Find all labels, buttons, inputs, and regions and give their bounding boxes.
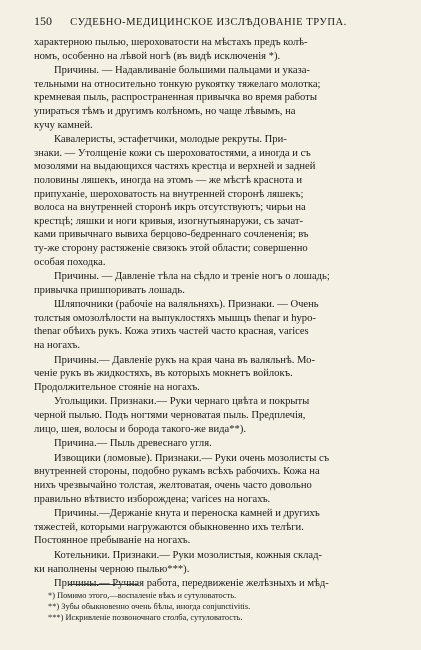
- text-line: thenar обѣихъ рукъ. Кожа этихъ частей часто красная, varices: [34, 326, 309, 338]
- footnote: ***) Искривленіе позвоночнаго столба, сутуловатость.: [48, 613, 243, 623]
- text-line: нихъ чрезвычайно толстая, желтоватая, очень часто довольно: [34, 480, 312, 491]
- text-line: Причины.— Давленіе рукъ на края чана въ валяльнѣ. Мо-: [54, 354, 315, 366]
- text-line: черной пылью. Подъ ногтями черноватая пыль. Предплечія,: [34, 410, 306, 422]
- text-line: знаки. — Утолщеніе кожи съ шероховатостями, а иногда и съ: [34, 147, 311, 159]
- text-line: упираться тѣмъ и другимъ колѣномъ, но чаще лѣвымъ, на: [34, 105, 296, 117]
- text-line: толстыя омозолѣлости на выпуклостяхъ мышцъ thenar и hypo-: [34, 312, 316, 324]
- text-line: припуханіе, шероховатость на внутренней сторонѣ ляшекъ;: [34, 188, 304, 200]
- text-line: Угольщики. Признаки.— Руки чернаго цвѣта и покрыты: [54, 396, 310, 408]
- text-line: кучу камней.: [34, 119, 93, 131]
- text-line: особая походка.: [34, 256, 106, 268]
- page-header: [34, 14, 387, 29]
- text-line: Извощики (ломовые). Признаки.— Руки очень мозолисты съ: [54, 452, 330, 464]
- text-line: Причины.—Держаніе кнута и переноска камней и другихъ: [54, 508, 320, 520]
- text-line: Причины. — Давленіе тѣла на сѣдло и треніе ногъ о лошадь;: [54, 271, 330, 283]
- body-text: [34, 36, 387, 591]
- footnote: *) Помимо этого,—воспаленіе вѣкъ и сутуловатость.: [48, 591, 237, 600]
- page-number: 150: [34, 14, 52, 28]
- text-line: ки наполнены черною пылью***).: [34, 563, 190, 575]
- text-line: волоса на внутренней сторонѣ икръ отсутствуютъ; чирьи на: [34, 202, 306, 214]
- text-line: на ногахъ.: [34, 340, 81, 352]
- text-line: номъ, особенно на лѣвой ногѣ (въ видѣ исключенія *).: [34, 50, 281, 62]
- text-line: Шляпочники (рабочіе на валяльняхъ). Признаки. — Очень: [54, 299, 319, 311]
- text-line: характерною пылью, шероховатости на мѣстахъ предъ колѣ-: [34, 37, 308, 48]
- text-line: Причина.— Пыль древеснаго угля.: [54, 438, 212, 450]
- text-line: Постоянное пребываніе на ногахъ.: [34, 535, 191, 547]
- footnote: **) Зубы обыкновенно очень бѣлы, иногда conjunctivitis.: [48, 602, 251, 612]
- text-line: Причины. — Надавливаніе большими пальцами и указа-: [54, 65, 310, 77]
- running-title: СУДЕБНО-МЕДИЦИНСКОЕ ИЗСЛѢДОВАНІЕ ТРУПА.: [70, 17, 347, 28]
- text-line: мозолями на выдающихся частяхъ крестца и верхней и задней: [34, 161, 316, 173]
- text-line: ченіе рукъ въ жидкостяхъ, въ которыхъ мокнетъ войлокъ.: [34, 368, 293, 380]
- text-line: Продолжительное стояніе на ногахъ.: [34, 381, 200, 393]
- text-line: крестцѣ; ляшки и ноги кривыя, изогнутыянаружи, съ зачат-: [34, 215, 304, 227]
- text-line: привычка пришпоривать лошадь.: [34, 284, 185, 296]
- text-line: ту-же сторону растяженіе связокъ этой области; совершенно: [34, 242, 308, 254]
- text-line: тяжестей, которыми нагружаются обыкновенно ихъ телѣги.: [34, 521, 304, 533]
- text-line: половины ляшекъ, иногда на этомъ — же мѣстѣ краснота и: [34, 174, 303, 186]
- text-line: Котельники. Признаки.— Руки мозолистыя, кожныя склад-: [54, 549, 323, 561]
- text-line: внутренней стороны, подобно рукамъ всѣхъ рабочихъ. Кожа на: [34, 466, 320, 478]
- text-line: тельными на относительно тонкую рукоятку тяжелаго молотка;: [34, 78, 321, 90]
- text-line: кремневая пыль, распространенная привычка во время работы: [34, 92, 317, 104]
- footnotes: [34, 590, 387, 624]
- footnote-divider: [68, 584, 138, 585]
- text-line: ками привычнаго вывиха берцово-бедреннаго сочлененія; въ: [34, 229, 309, 241]
- text-line: правильно вѣтвисто изборожденa; varices на ногахъ.: [34, 493, 271, 505]
- text-line: Причины.— Ручная работа, передвиженіе желѣзныхъ и мѣд-: [54, 578, 329, 590]
- text-line: лицо, шея, волосы и борода такого-же вида**).: [34, 423, 247, 435]
- text-line: Кавалеристы, эстафетчики, молодые рекруты. При-: [54, 134, 287, 146]
